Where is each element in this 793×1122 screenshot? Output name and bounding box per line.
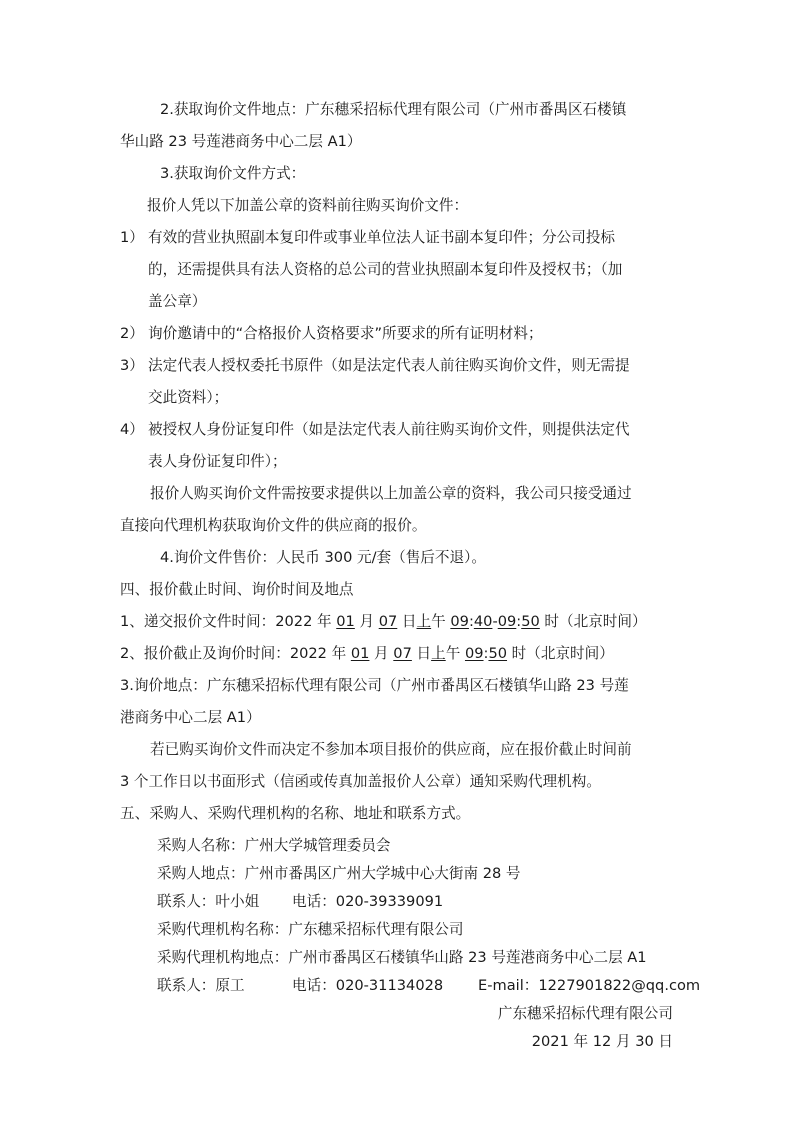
purchase-note-line2: 直接向代理机构获取询价文件的供应商的报价。 <box>120 517 427 534</box>
list-item-line: 法定代表人授权委托书原件（如是法定代表人前往购买询价文件，则无需提 <box>148 357 630 374</box>
ampm-suffix: 午 <box>431 613 451 630</box>
deadline-time-line <box>120 644 614 664</box>
time-suffix: 时（北京时间） <box>539 613 647 630</box>
buyer-name: 采购人名称：广州大学城管理委员会 <box>157 837 391 854</box>
hour: 09 <box>464 645 484 662</box>
list-item-line: 表人身份证复印件）； <box>148 453 287 470</box>
buyer-phone: 电话：020-39339091 <box>292 893 444 910</box>
withdraw-note-line2: 3 个工作日以书面形式（信函或传真加盖报价人公章）通知采购代理机构。 <box>120 773 601 790</box>
withdraw-note-line1: 若已购买询价文件而决定不参加本项目报价的供应商，应在报价截止时间前 <box>150 741 632 758</box>
month-unit: 月 <box>369 645 394 662</box>
buyer-contact: 联系人：叶小姐 <box>157 893 260 910</box>
list-item-number: 3） <box>120 357 144 374</box>
agent-email: E-mail：1227901822@qq.com <box>478 977 701 994</box>
list-item-number: 2） <box>120 325 144 342</box>
end-hour: 09 <box>497 613 517 630</box>
signature-date: 2021 年 12 月 30 日 <box>531 1033 673 1050</box>
ampm-suffix: 午 <box>445 645 465 662</box>
ampm-value: 上 <box>431 645 446 662</box>
list-item-number: 1） <box>120 229 144 246</box>
purchase-note-line1: 报价人购买询价文件需按要求提供以上加盖公章的资料，我公司只接受通过 <box>150 485 632 502</box>
list-item-line: 有效的营业执照副本复印件或事业单位法人证书副本复印件；分公司投标 <box>148 229 616 246</box>
day-value: 07 <box>393 645 412 662</box>
start-minute: 40 <box>473 613 493 630</box>
agent-name: 采购代理机构名称：广东穗采招标代理有限公司 <box>157 921 464 938</box>
colon: : <box>468 613 474 630</box>
agent-address: 采购代理机构地点：广州市番禺区石楼镇华山路 23 号莲港商务中心二层 A1 <box>157 949 647 966</box>
colon: : <box>516 613 522 630</box>
range-dash: - <box>492 613 498 630</box>
colon: : <box>483 645 489 662</box>
location-line1: 3.询价地点：广东穗采招标代理有限公司（广州市番禺区石楼镇华山路 23 号莲 <box>120 677 629 694</box>
day-value: 07 <box>378 613 398 630</box>
heading-section-five: 五、采购人、采购代理机构的名称、地址和联系方式。 <box>120 805 471 822</box>
month-value: 01 <box>336 613 355 630</box>
section-2-line1: 2.获取询价文件地点：广东穗采招标代理有限公司（广州市番禺区石楼镇 <box>160 101 627 118</box>
materials-intro: 报价人凭以下加盖公章的资料前往购买询价文件： <box>147 197 469 214</box>
month-unit: 月 <box>354 613 379 630</box>
start-hour: 09 <box>450 613 469 630</box>
section-4-price: 4.询价文件售价：人民币 300 元/套（售后不退）。 <box>160 549 486 566</box>
month-value: 01 <box>350 645 370 662</box>
time-label: 2、报价截止及询价时间：2022 年 <box>120 645 351 662</box>
buyer-address: 采购人地点：广州市番禺区广州大学城中心大街南 28 号 <box>157 865 521 882</box>
section-3-heading: 3.获取询价文件方式： <box>160 165 306 182</box>
end-minute: 50 <box>521 613 540 630</box>
list-item-line: 交此资料）； <box>148 389 229 406</box>
list-item-line: 的，还需提供具有法人资格的总公司的营业执照副本复印件及授权书；（加 <box>148 261 623 278</box>
day-unit: 日 <box>411 645 432 662</box>
location-line2: 港商务中心二层 A1） <box>120 709 261 726</box>
heading-section-four: 四、报价截止时间、询价时间及地点 <box>120 581 354 598</box>
submission-time-line <box>120 612 647 632</box>
list-item-line: 询价邀请中的“合格报价人资格要求”所要求的所有证明材料； <box>148 325 543 342</box>
list-item-line: 盖公章） <box>148 293 207 310</box>
day-unit: 日 <box>397 613 417 630</box>
agent-phone: 电话：020-31134028 <box>292 977 444 994</box>
ampm-value: 上 <box>416 613 432 630</box>
time-suffix: 时（北京时间） <box>507 645 614 662</box>
signature-company: 广东穗采招标代理有限公司 <box>497 1005 673 1022</box>
list-item-line: 被授权人身份证复印件（如是法定代表人前往购买询价文件，则提供法定代 <box>148 421 630 438</box>
list-item-number: 4） <box>120 421 144 438</box>
minute: 50 <box>488 645 508 662</box>
agent-contact: 联系人：原工 <box>157 977 245 994</box>
time-label: 1、递交报价文件时间：2022 年 <box>120 613 337 630</box>
section-2-line2: 华山路 23 号莲港商务中心二层 A1） <box>120 133 362 150</box>
